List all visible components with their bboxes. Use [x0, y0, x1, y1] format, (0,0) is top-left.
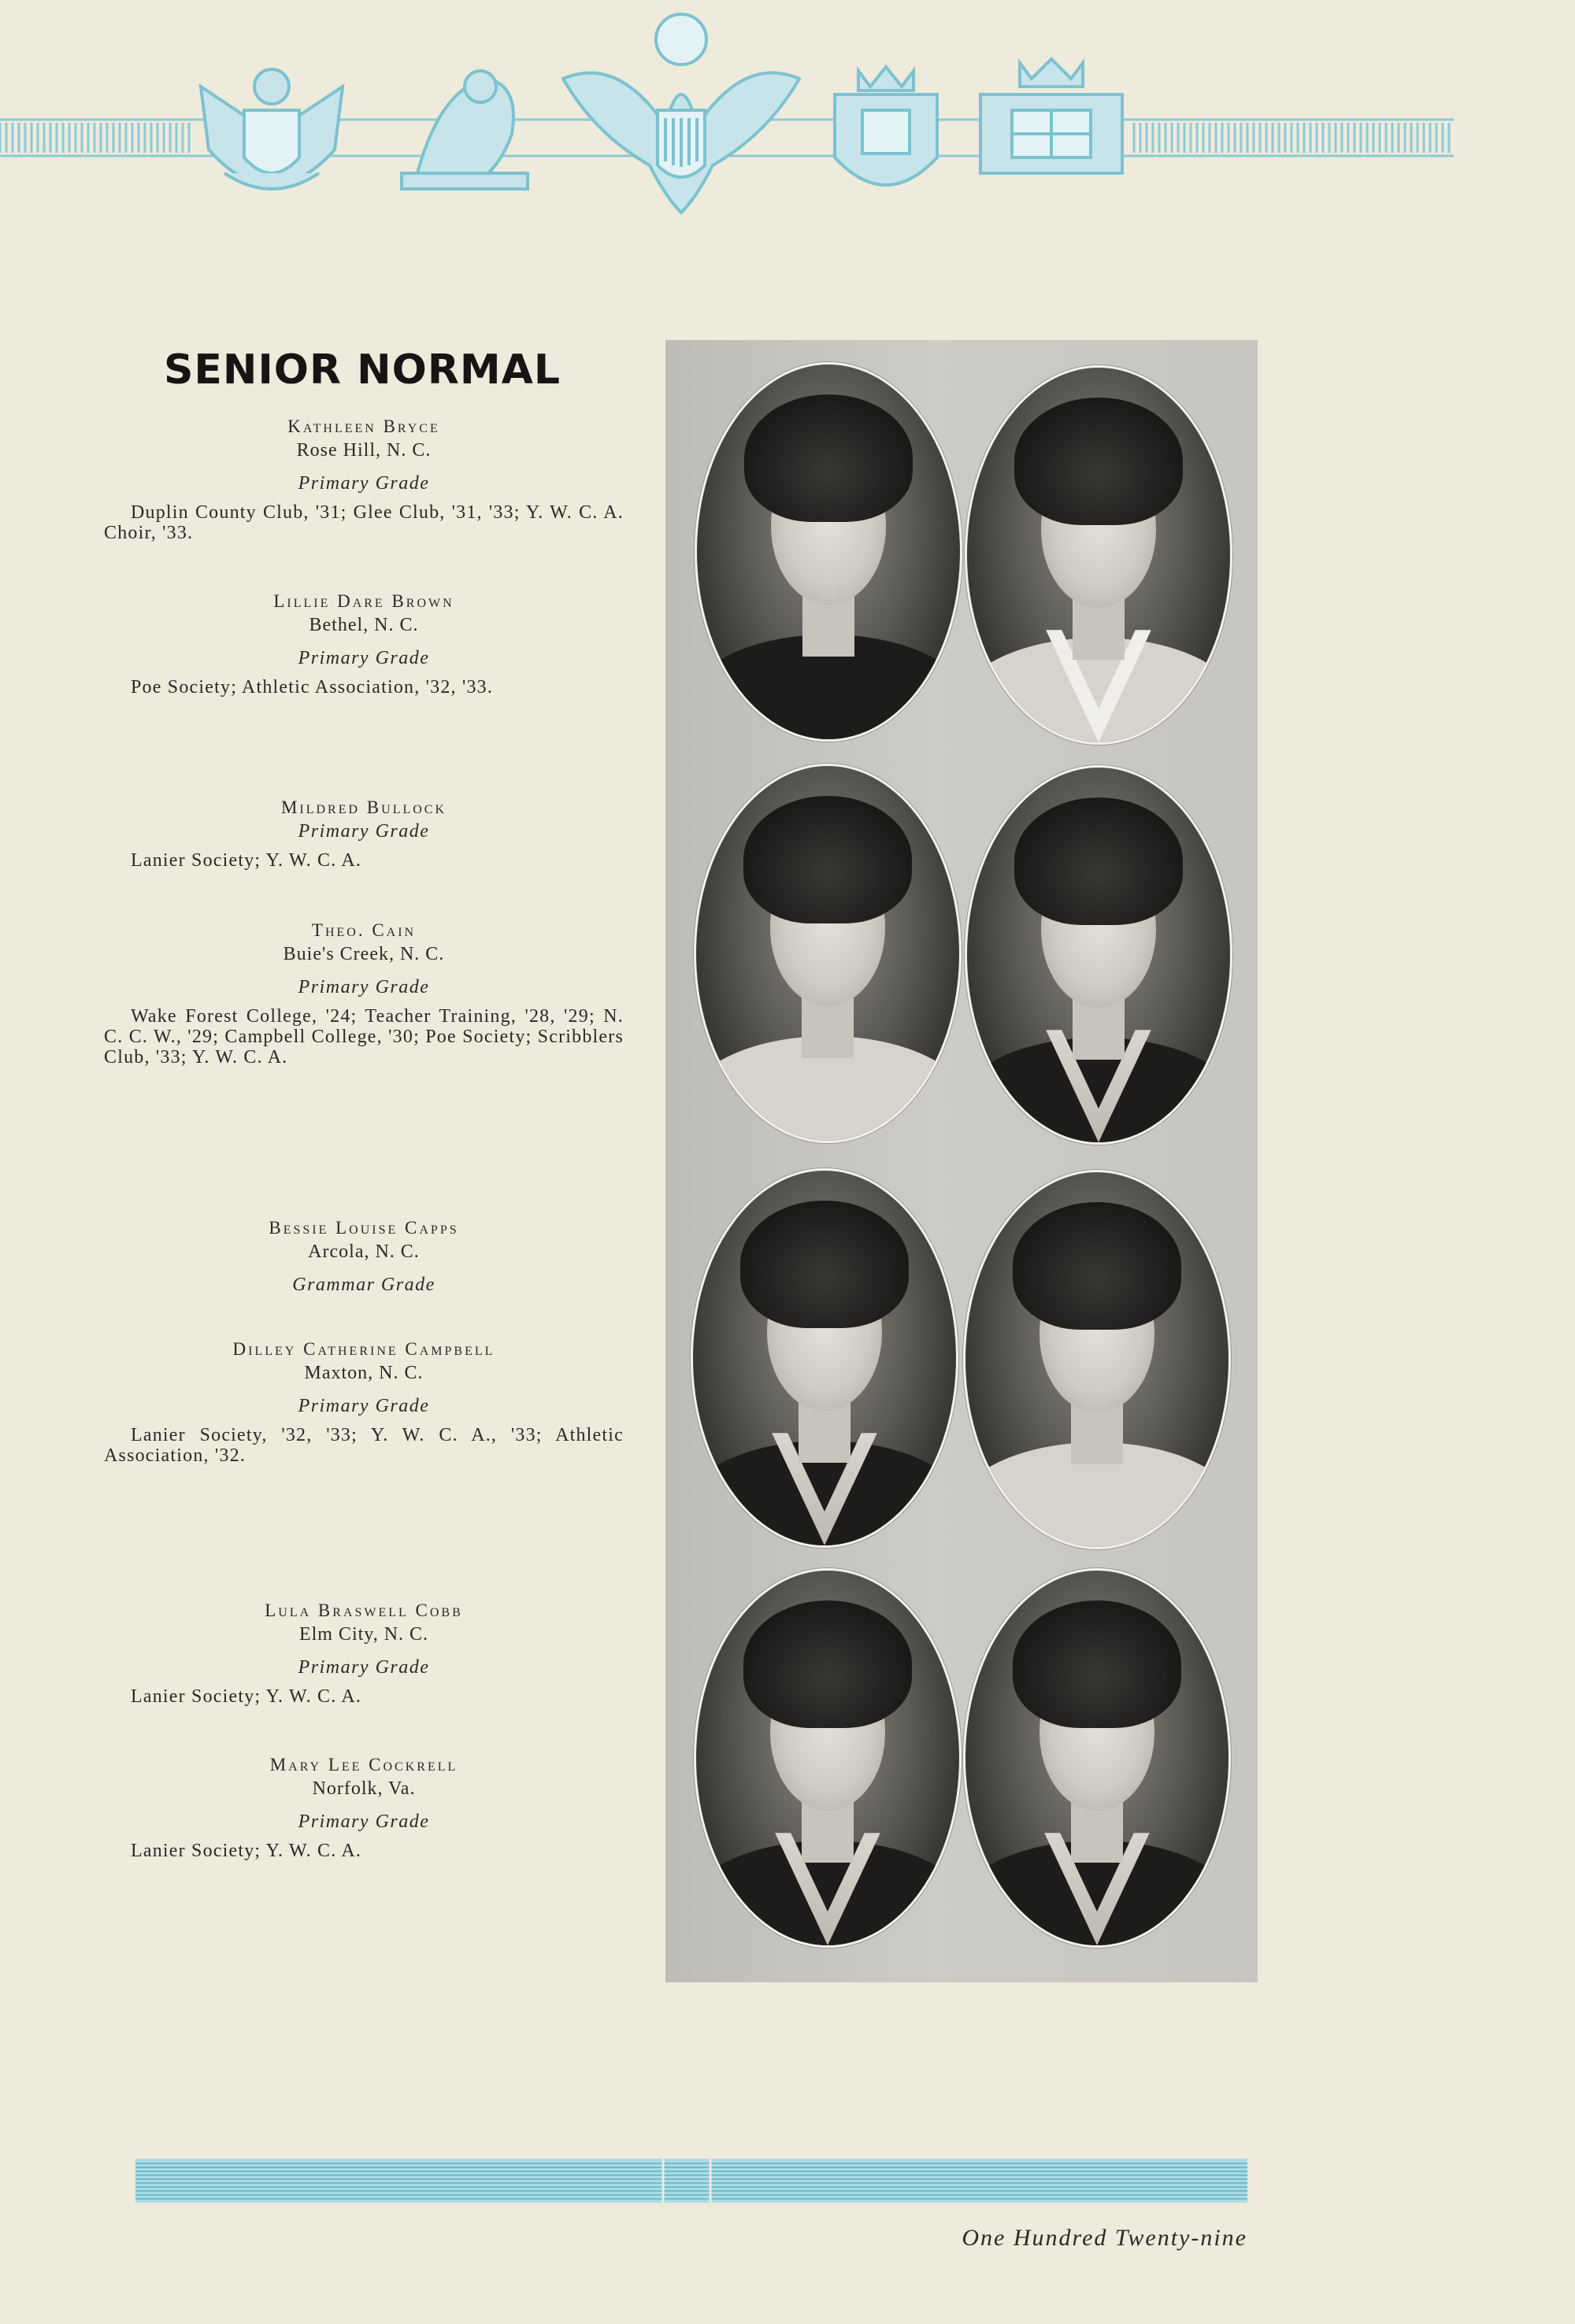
- student-grade: Primary Grade: [298, 1811, 430, 1832]
- crest-left-icon: [177, 55, 366, 228]
- student-grade: Primary Grade: [298, 1657, 430, 1678]
- student-entry: [104, 797, 624, 871]
- student-name: Lula Braswell Cobb: [265, 1601, 463, 1620]
- student-grade: Primary Grade: [298, 1396, 430, 1416]
- portrait-photo: [963, 1170, 1231, 1549]
- student-name: Mary Lee Cockrell: [269, 1755, 458, 1774]
- student-activities: Lanier Society; Y. W. C. A.: [131, 1841, 362, 1861]
- student-entry: [104, 920, 624, 1068]
- portrait-photo: [965, 365, 1232, 745]
- student-name: Kathleen Bryce: [287, 416, 440, 436]
- student-activities: Lanier Society; Y. W. C. A.: [131, 1686, 362, 1707]
- portrait-photo: [963, 1568, 1231, 1948]
- student-grade: Primary Grade: [298, 977, 430, 997]
- student-hometown: Elm City, N. C.: [298, 1624, 429, 1645]
- student-entry: [104, 416, 624, 543]
- student-hometown: Maxton, N. C.: [304, 1363, 424, 1383]
- student-entry: [104, 1217, 624, 1304]
- portrait-photo: [691, 1168, 958, 1548]
- student-grade: Primary Grade: [298, 648, 430, 668]
- student-hometown: Rose Hill, N. C.: [296, 440, 432, 461]
- portrait-photo: [694, 1568, 962, 1948]
- portrait-panel: [665, 340, 1258, 1982]
- student-name: Theo. Cain: [311, 920, 417, 940]
- crest-crown-icon: [965, 47, 1138, 205]
- page-number: One Hundred Twenty-nine: [962, 2225, 1247, 2251]
- student-grade: Primary Grade: [298, 473, 430, 494]
- student-activities: Lanier Society; Y. W. C. A.: [131, 850, 362, 871]
- student-name: Mildred Bullock: [280, 797, 447, 817]
- student-activities: Wake Forest College, '24; Teacher Training, '28, '29; N. C. C. W., '29; Campbell College, '30; Poe Society; Scribblers Club, '33; Y. W. C. A.: [104, 1006, 624, 1068]
- student-activities: Poe Society; Athletic Association, '32, '33.: [131, 677, 494, 698]
- student-entry: [104, 1754, 624, 1861]
- section-title: SENIOR NORMAL: [163, 346, 561, 394]
- student-name: Bessie Louise Capps: [269, 1218, 459, 1238]
- student-entry: [104, 1338, 624, 1466]
- student-hometown: Norfolk, Va.: [312, 1778, 416, 1799]
- student-hometown: Bethel, N. C.: [309, 615, 419, 635]
- bottom-ornamental-band: [135, 2159, 1247, 2203]
- crest-lion-icon: [386, 47, 543, 205]
- student-activities: Lanier Society, '32, '33; Y. W. C. A., '33; Athletic Association, '32.: [104, 1425, 624, 1466]
- portrait-photo: [695, 362, 962, 742]
- student-grade: Primary Grade: [298, 821, 430, 842]
- student-name: Dilley Catherine Campbell: [232, 1339, 495, 1359]
- portrait-photo: [965, 765, 1232, 1145]
- student-name: Lillie Dare Brown: [273, 591, 454, 611]
- crest-shield-icon: [819, 55, 953, 213]
- student-hometown: Arcola, N. C.: [308, 1242, 420, 1262]
- student-entry: [104, 590, 624, 698]
- student-grade: Grammar Grade: [292, 1275, 435, 1295]
- crest-eagle-icon: [555, 8, 807, 236]
- student-entry: [104, 1600, 624, 1707]
- student-hometown: Buie's Creek, N. C.: [283, 944, 445, 964]
- student-activities: Duplin County Club, '31; Glee Club, '31, '33; Y. W. C. A. Choir, '33.: [104, 502, 624, 543]
- portrait-photo: [694, 764, 962, 1143]
